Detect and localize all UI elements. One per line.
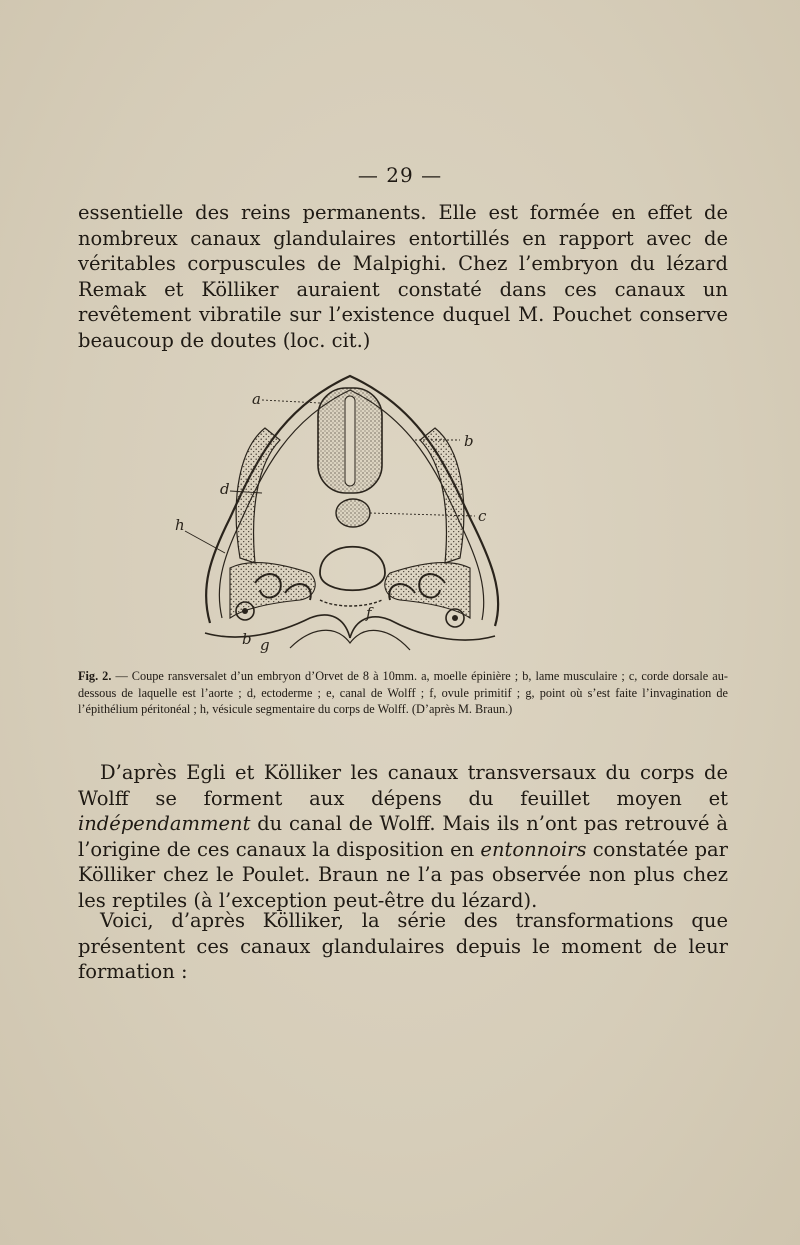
figure-label-b-lower: b <box>242 630 252 648</box>
figure-label-f: f <box>366 604 372 622</box>
paragraph-1: essentielle des reins permanents. Elle est formée en effet de nombreux canaux glandulaires entortillés en rapport avec de véritables corpuscules de Malpighi. Chez l’embryon du lézard Remak et Kölliker auraient constaté dans ces canaux un revêtement vibratile sur l’existence duquel M. Pouchet conserve beaucoup de doutes (loc. cit.) <box>78 201 728 352</box>
paragraph-2-part2: du canal de Wolff. Mais ils n’ont pas retrouvé à l’origine de ces canaux la disposition en <box>78 812 728 861</box>
figure-label-b: b <box>464 432 474 450</box>
paragraph-2-part3: constatée par Kölliker chez le Poulet. Braun ne l’a pas observée non plus chez les reptiles (à l’exception peut-être du lézard). <box>78 837 728 912</box>
page-number: — 29 — <box>357 163 443 187</box>
figure-caption <box>78 668 728 718</box>
embryo-cross-section-figure <box>170 368 530 668</box>
figure-label-d: d <box>220 480 230 498</box>
paragraph-2-part1: D’après Egli et Kölliker les canaux transversaux du corps de Wolff se forment aux dépens du feuillet moyen et <box>78 761 728 810</box>
paragraph-2-emphasis-1: indépendamment <box>78 812 251 836</box>
figure-number: Fig. 2. <box>78 669 112 683</box>
figure-caption-text: — Coupe ransversalet d’un embryon d’Orvet de 8 à 10mm. a, moelle épinière ; b, lame musculaire ; c, corde dorsale au-dessous de laquelle est l’aorte ; d, ectoderme ; e, canal de Wolff ; f, ovule primitif ; g, point où s’est faite l’invagination de l’épithélium péritonéal ; h, vésicule segmentaire du corps de Wolff. (D’après M. Braun.) <box>78 669 728 717</box>
paragraph-2 <box>78 760 728 914</box>
figure-label-a: a <box>252 390 261 408</box>
paragraph-2-emphasis-2: entonnoirs <box>480 837 587 861</box>
figure-label-h: h <box>175 516 185 534</box>
paragraph-3: Voici, d’après Kölliker, la série des transformations que présentent ces canaux glandulaires depuis le moment de leur formation : <box>78 909 728 984</box>
figure-label-c: c <box>478 507 487 525</box>
embryo-illustration <box>170 368 530 668</box>
figure-label-g: g <box>260 636 270 654</box>
